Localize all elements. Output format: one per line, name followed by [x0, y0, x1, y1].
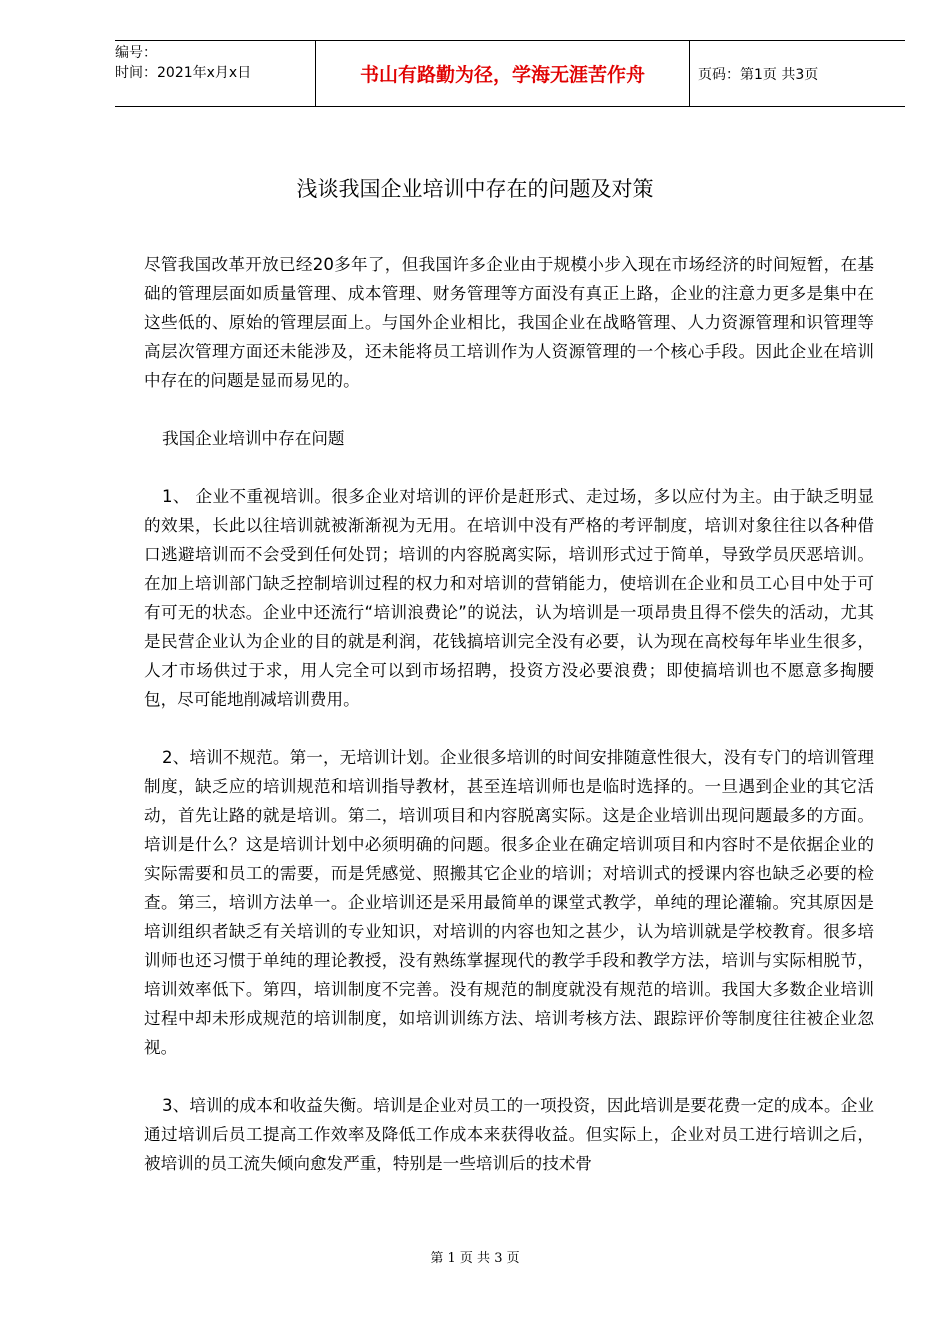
time-label: 时间：2021年x月x日: [115, 65, 252, 81]
paragraph-item-1: 1、 企业不重视培训。很多企业对培训的评价是赶形式、走过场，多以应付为主。由于缺乏明显的效果，长此以往培训就被渐渐视为无用。在培训中没有严格的考评制度，培训对象往往以各种借口逃避培训而不会受到任何处罚；培训的内容脱离实际，培训形式过于简单，导致学员厌恶培训。在加上培训部门缺乏控制培训过程的权力和对培训的营销能力，使培训在企业和员工心目中处于可有可无的状态。企业中还流行“培训浪费论”的说法，认为培训是一项昂贵且得不偿失的活动，尤其是民营企业认为企业的目的就是利润，花钱搞培训完全没有必要，认为现在高校每年毕业生很多，人才市场供过于求，用人完全可以到市场招聘，投资方没必要浪费；即使搞培训也不愿意多掏腰包，尽可能地削减培训费用。: [144, 487, 874, 709]
page-header: [115, 40, 905, 107]
paragraph-intro: 尽管我国改革开放已经20多年了，但我国许多企业由于规模小步入现在市场经济的时间短暂，在基础的管理层面如质量管理、成本管理、财务管理等方面没有真正上路，企业的注意力更多是集中在这些低的、原始的管理层面上。与国外企业相比，我国企业在战略管理、人力资源管理和识管理等高层次管理方面还未能涉及，还未能将员工培训作为人资源管理的一个核心手段。因此企业在培训中存在的问题是显而易见的。: [144, 255, 874, 390]
header-page-code: 页码：第1页 共3页: [698, 66, 819, 83]
paragraph-item-2: 2、培训不规范。第一，无培训计划。企业很多培训的时间安排随意性很大，没有专门的培训管理制度，缺乏应的培训规范和培训指导教材，甚至连培训师也是临时选择的。一旦遇到企业的其它活动，首先让路的就是培训。第二，培训项目和内容脱离实际。这是企业培训出现问题最多的方面。培训是什么？这是培训计划中必须明确的问题。很多企业在确定培训项目和内容时不是依据企业的实际需要和员工的需要，而是凭感觉、照搬其它企业的培训；对培训式的授课内容也缺乏必要的检查。第三，培训方法单一。企业培训还是采用最简单的课堂式教学，单纯的理论灌输。究其原因是培训组织者缺乏有关培训的专业知识，对培训的内容也知之甚少，认为培训就是学校教育。很多培训师也还习惯于单纯的理论教授，没有熟练掌握现代的教学手段和教学方法，培训与实际相脱节，培训效率低下。第四，培训制度不完善。没有规范的制度就没有规范的培训。我国大多数企业培训过程中却未形成规范的培训制度，如培训训练方法、培训考核方法、跟踪评价等制度往往被企业忽视。: [144, 748, 874, 1057]
section-heading: 我国企业培训中存在问题: [162, 429, 345, 448]
header-motto: 书山有路勤为径，学海无涯苦作舟: [315, 41, 690, 106]
paragraph-item-3: 3、培训的成本和收益失衡。培训是企业对员工的一项投资，因此培训是要花费一定的成本。企业通过培训后员工提高工作效率及降低工作成本来获得收益。但实际上，企业对员工进行培训之后，被培训的员工流失倾向愈发严重，特别是一些培训后的技术骨: [144, 1096, 874, 1173]
number-label: 编号：: [115, 45, 157, 61]
header-meta: [115, 41, 315, 106]
page-footer: 第 1 页 共 3 页: [430, 1251, 520, 1266]
document-title: 浅谈我国企业培训中存在的问题及对策: [296, 177, 654, 201]
document-body: [144, 250, 874, 1207]
